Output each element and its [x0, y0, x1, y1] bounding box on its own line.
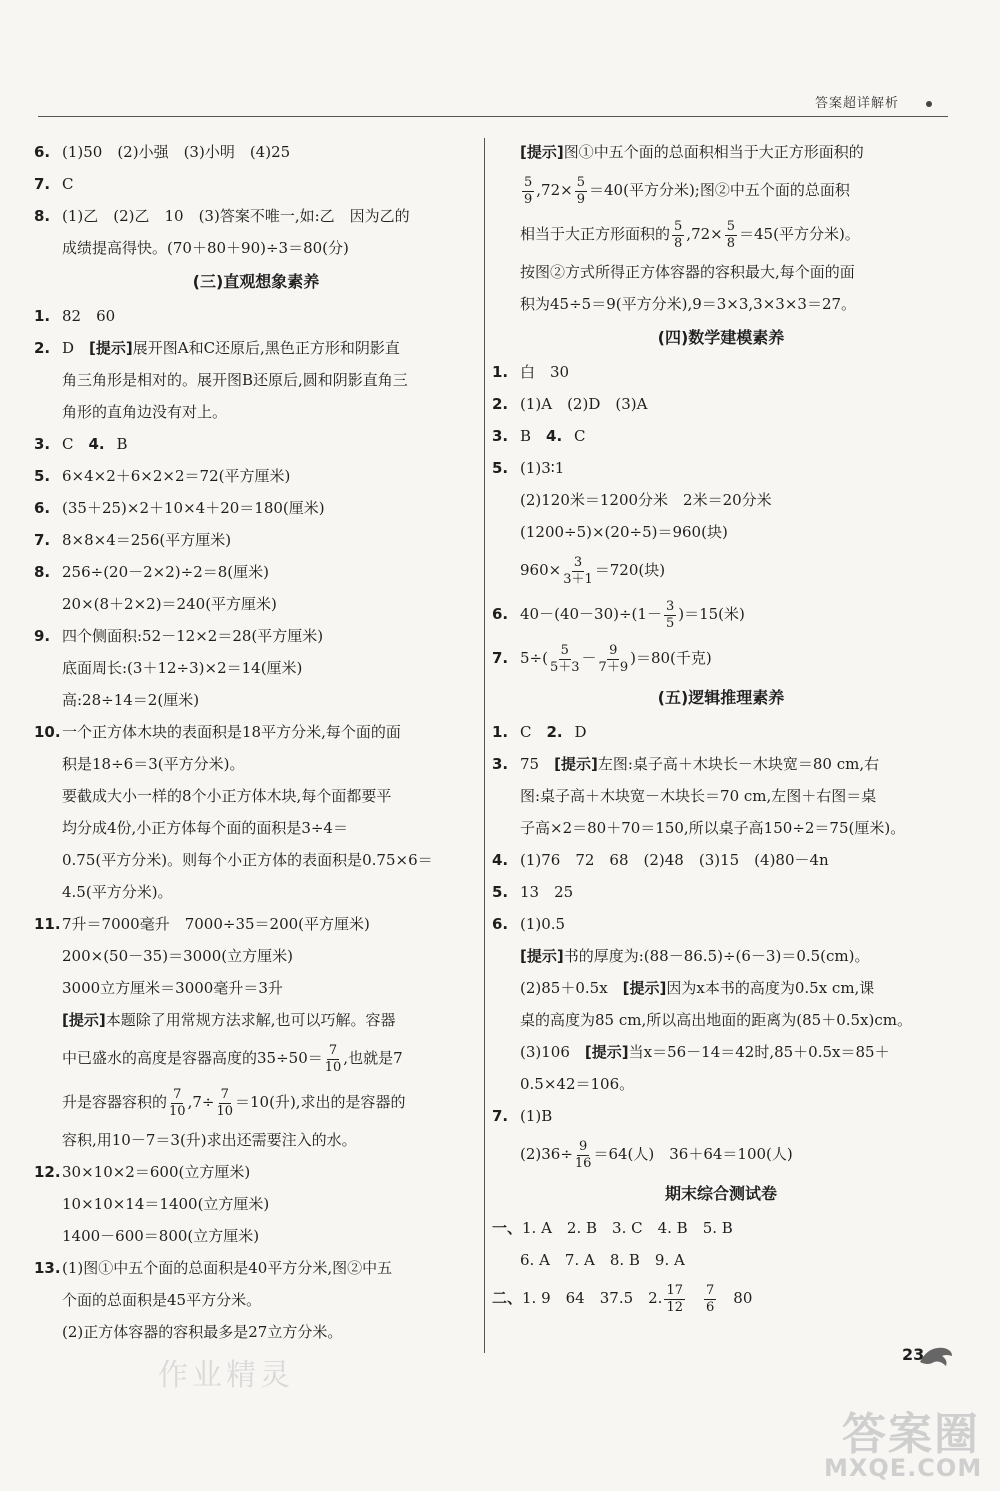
answer-r3-cont: 图:桌子高＋木块宽－木块长＝70 cm,左图＋右图＝桌: [520, 787, 877, 805]
dolphin-icon: [918, 1342, 954, 1372]
answer-r6: 6. (1)0.5: [492, 915, 566, 933]
answer-s12-cont: 10×10×14＝1400(立方厘米): [62, 1195, 270, 1213]
fraction: $\frac{5}{5+3}$: [549, 642, 580, 675]
tip-13-cont4: 积为45÷5＝9(平方分米),9＝3×3,3×3×3＝27。: [520, 295, 857, 313]
answer-s10-cont: 积是18÷6＝3(平方分米)。: [62, 755, 245, 773]
answer-m1: 1. 白 30: [492, 363, 570, 381]
answer-r6-cont4: 0.5×42＝106。: [520, 1075, 635, 1093]
column-divider: [484, 138, 485, 1353]
answer-s12-cont2: 1400－600＝800(立方厘米): [62, 1227, 260, 1245]
answer-s10-cont4: 0.75(平方分米)。则每个小正方体的表面积是0.75×6＝: [62, 851, 433, 869]
answer-s6: 6. (35＋25)×2＋10×4＋20＝180(厘米): [34, 499, 325, 517]
fraction: $\frac{5}{9}$: [576, 174, 585, 207]
domain-watermark: MXQE.COM: [824, 1454, 983, 1482]
answer-s5: 5. 6×4×2＋6×2×2＝72(平方厘米): [34, 467, 291, 485]
faded-watermark: 作业精灵: [158, 1358, 294, 1393]
answer-m5-cont3: 960× $\frac{3}{3+1}$ ＝720(块): [520, 554, 666, 587]
answer-r4: 4. (1)76 72 68 (2)48 (3)15 (4)80－4n: [492, 851, 829, 869]
answer-s10: 10.一个正方体木块的表面积是18平方分米,每个面的面: [34, 723, 401, 741]
answer-r5: 5. 13 25: [492, 883, 574, 901]
tip-label: [提示]: [622, 979, 667, 997]
answer-r7-cont: (2)36÷ $\frac{9}{16}$ ＝64(人) 36＋64＝100(人): [520, 1138, 793, 1171]
fraction: $\frac{9}{16}$: [574, 1138, 592, 1171]
page-number: 23: [902, 1345, 925, 1364]
answer-m7: 7. 5÷( $\frac{5}{5+3}$ － $\frac{9}{7+9}$ )＝80(千克): [492, 642, 712, 675]
answer-m3-m4: 3. B 4. C: [492, 427, 586, 445]
header-dot: [926, 101, 932, 107]
header-title: 答案超详解析: [815, 96, 900, 111]
stamp-watermark: 答案圈: [842, 1409, 980, 1460]
answer-8: 8. (1)乙 (2)乙 10 (3)答案不唯一,如:乙 因为乙的: [34, 207, 410, 225]
answer-m2: 2. (1)A (2)D (3)A: [492, 395, 648, 413]
answer-s11-cont3: 中已盛水的高度是容器高度的35÷50＝ $\frac{7}{10}$ ,也就是7: [62, 1042, 403, 1075]
answer-s13-cont2: (2)正方体容器的容积最多是27立方分米。: [62, 1323, 343, 1341]
fraction: $\frac{7}{10}$: [216, 1086, 233, 1119]
answer-s11-cont4: 升是容器容积的 $\frac{7}{10}$ ,7÷ $\frac{7}{10}$ ＝10(升),求出的是容器的: [62, 1086, 406, 1119]
tip-13-cont2: 相当于大正方形面积的 $\frac{5}{8}$ ,72× $\frac{5}{8}$ ＝45(平方分米)。: [520, 218, 860, 251]
answer-r6-cont2: 桌的高度为85 cm,所以高出地面的距离为(85＋0.5x)cm。: [520, 1011, 912, 1029]
tip-label: [提示]: [554, 755, 598, 773]
fraction: $\frac{3}{3+1}$: [563, 554, 593, 587]
fraction: $\frac{5}{9}$: [524, 174, 533, 207]
answer-s8-cont: 20×(8＋2×2)＝240(平方厘米): [62, 595, 277, 613]
answer-r6-cont: (2)85＋0.5x [提示]因为x本书的高度为0.5x cm,课: [520, 979, 875, 997]
answer-r6-tip: [提示]书的厚度为:(88－86.5)÷(6－3)＝0.5(cm)。: [520, 947, 870, 965]
answer-s10-cont5: 4.5(平方分米)。: [62, 883, 173, 901]
tip-label: [提示]: [584, 1043, 629, 1061]
answer-s10-cont2: 要截成大小一样的8个小正方体木块,每个面都要平: [62, 787, 392, 805]
answer-r3-cont2: 子高×2＝80＋70＝150,所以桌子高150÷2＝75(厘米)。: [520, 819, 906, 837]
tip-label: [提示]: [89, 339, 133, 357]
section-title-4: (四)数学建模素养: [657, 328, 785, 347]
answer-s11-tip: [提示]本题除了用常规方法求解,也可以巧解。容器: [62, 1011, 396, 1029]
answer-6: 6. (1)50 (2)小强 (3)小明 (4)25: [34, 143, 291, 161]
answer-r3: 3. 75 [提示]左图:桌子高＋木块长－木块宽＝80 cm,右: [492, 755, 880, 773]
answer-s12: 12.30×10×2＝600(立方厘米): [34, 1163, 251, 1181]
answer-m5-cont: (2)120米＝1200分米 2米＝20分米: [520, 491, 772, 509]
fraction: $\frac{7}{10}$: [169, 1086, 186, 1119]
answer-m5-cont2: (1200÷5)×(20÷5)＝960(块): [520, 523, 728, 541]
answer-s3-s4: 3. C 4. B: [34, 435, 128, 453]
tip-label: [提示]: [520, 947, 564, 965]
tip-13-cont: $\frac{5}{9}$ ,72× $\frac{5}{9}$ ＝40(平方分米);图②中五个面的总面积: [524, 174, 850, 207]
final-part-1-cont: 6. A 7. A 8. B 9. A: [520, 1251, 685, 1269]
answer-r1-r2: 1. C 2. D: [492, 723, 587, 741]
answer-s2: 2. D [提示]展开图A和C还原后,黑色正方形和阴影直: [34, 339, 400, 357]
answer-s1: 1. 82 60: [34, 307, 116, 325]
right-column: [492, 136, 950, 1320]
answer-s11-cont: 200×(50－35)＝3000(立方厘米): [62, 947, 293, 965]
answer-m6: 6. 40－(40－30)÷(1－ $\frac{3}{5}$ )＝15(米): [492, 598, 745, 631]
fraction: $\frac{7}{10}$: [324, 1042, 342, 1075]
answer-s11-cont5: 容积,用10－7＝3(升)求出还需要注入的水。: [62, 1131, 357, 1149]
header-rule: [38, 116, 948, 117]
answer-s2-cont2: 角形的直角边没有对上。: [62, 403, 228, 421]
section-title-final: 期末综合测试卷: [664, 1184, 777, 1203]
fraction: $\frac{17}{12}$: [666, 1282, 683, 1315]
answer-s11-cont2: 3000立方厘米＝3000毫升＝3升: [62, 979, 283, 997]
fraction: $\frac{9}{7+9}$: [598, 642, 629, 675]
tip-13-cont3: 按图②方式所得正方体容器的容积最大,每个面的面: [520, 263, 855, 281]
answer-s7: 7. 8×8×4＝256(平方厘米): [34, 531, 232, 549]
tip-label: [提示]: [62, 1011, 106, 1029]
tip-13: [提示]图①中五个面的总面积相当于大正方形面积的: [520, 143, 864, 161]
final-part-1: 一、1. A 2. B 3. C 4. B 5. B: [492, 1219, 733, 1237]
fraction: $\frac{5}{8}$: [726, 218, 736, 251]
answer-s8: 8. 256÷(20－2×2)÷2＝8(厘米): [34, 563, 270, 581]
section-title-3: (三)直观想象素养: [192, 272, 320, 291]
answer-s9: 9. 四个侧面积:52－12×2＝28(平方厘米): [34, 627, 324, 645]
answer-s10-cont3: 均分成4份,小正方体每个面的面积是3÷4＝: [62, 819, 348, 837]
final-part-2: 二、1. 9 64 37.5 2. $\frac{17}{12}$ $\frac{7}{6}$ 80: [492, 1282, 753, 1315]
answer-m5: 5. (1)3∶1: [492, 459, 565, 477]
answer-s11: 11.7升＝7000毫升 7000÷35＝200(平方厘米): [34, 915, 370, 933]
answer-7: 7. C: [34, 175, 74, 193]
answer-r6-cont3: (3)106 [提示]当x＝56－14＝42时,85＋0.5x＝85＋: [520, 1043, 890, 1061]
fraction: $\frac{5}{8}$: [674, 218, 683, 251]
answer-s2-cont: 角三角形是相对的。展开图B还原后,圆和阴影直角三: [62, 371, 408, 389]
answer-r7: 7. (1)B: [492, 1107, 553, 1125]
answer-8-cont: 成绩提高得快。(70＋80＋90)÷3＝80(分): [62, 239, 349, 257]
answer-s13-cont: 个面的总面积是45平方分米。: [62, 1291, 262, 1309]
answer-s9-cont: 底面周长:(3＋12÷3)×2＝14(厘米): [62, 659, 303, 677]
fraction: $\frac{3}{5}$: [665, 598, 675, 631]
left-column: [34, 136, 478, 1348]
answer-s9-cont2: 高:28÷14＝2(厘米): [62, 691, 200, 709]
answer-s13: 13.(1)图①中五个面的总面积是40平方分米,图②中五: [34, 1259, 393, 1277]
fraction: $\frac{7}{6}$: [706, 1282, 715, 1315]
section-title-5: (五)逻辑推理素养: [657, 688, 785, 707]
tip-label: [提示]: [520, 143, 564, 161]
